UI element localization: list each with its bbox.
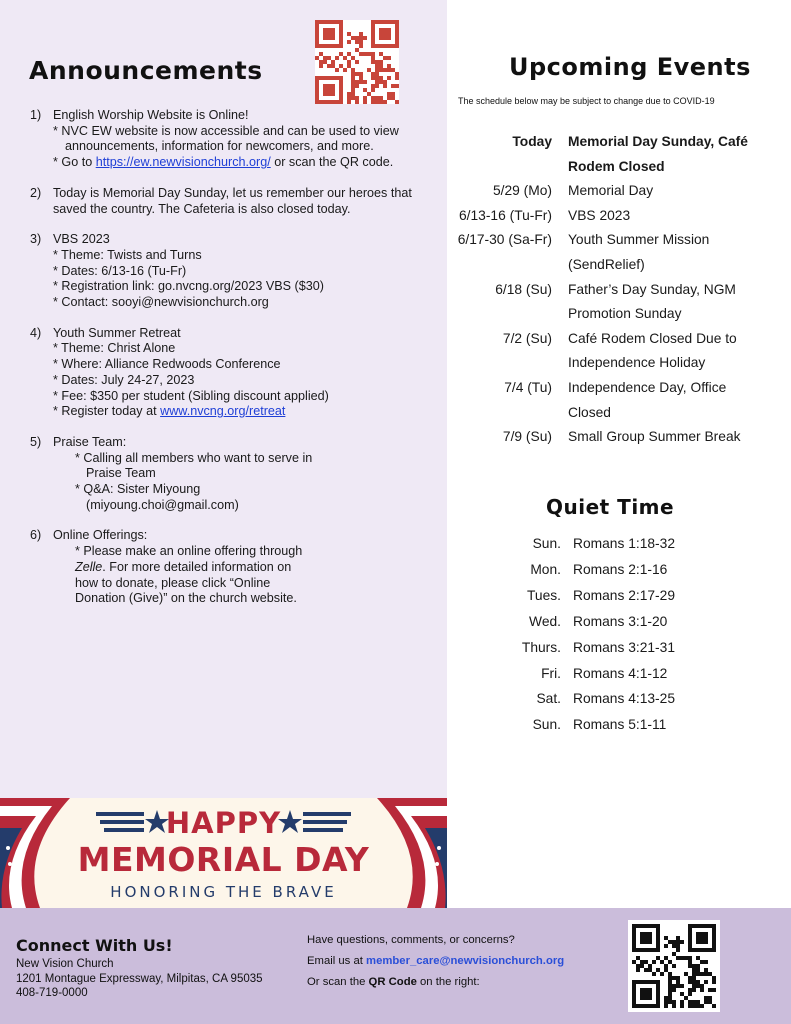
event-line: Promotion Sunday [568,306,682,322]
item-number: 6) [30,528,42,543]
quiet-time-row [460,712,780,738]
bullet-text: * Register today at [53,404,161,419]
quiet-time-reference: Romans 3:1-20 [573,613,668,629]
quiet-time-reference: Romans 2:1-16 [573,561,668,577]
quiet-time-title: Quiet Time [546,495,675,519]
event-row [457,130,787,179]
event-date: 7/2 (Su) [502,330,552,346]
banner-memorial-day-text: MEMORIAL DAY [77,840,370,879]
contact-info [307,934,564,997]
bullet-continued: Donation (Give)” on the church website. [75,591,297,606]
item-number: 2) [30,185,42,200]
quiet-time-reference: Romans 4:13-25 [573,691,676,707]
event-line: Independence Holiday [568,355,706,371]
quiet-time-reference: Romans 5:1-11 [573,717,667,733]
event-description [568,278,787,327]
announcement-item [30,326,435,420]
event-description [568,204,787,229]
event-description [568,228,787,277]
event-date: 6/18 (Su) [495,281,552,297]
announcement-item [30,108,435,171]
event-line: Rodem Closed [568,158,665,174]
bullet-continued: Praise Team [86,466,156,481]
bullet-continued [53,560,435,576]
event-line: (SendRelief) [568,256,645,272]
quiet-time-day: Sun. [532,536,561,551]
email-link[interactable]: member_care@newvisionchurch.org [366,955,565,967]
retreat-link[interactable]: www.nvcng.org/retreat [160,404,286,419]
item-title: Youth Summer Retreat [53,325,181,340]
quiet-time-day: Fri. [541,665,561,681]
bullet: * Registration link: go.nvcng.org/2023 VBS ($30) [53,279,324,294]
website-link[interactable]: https://ew.newvisionchurch.org/ [95,155,271,170]
item-number: 5) [30,434,42,449]
events-note: The schedule below may be subject to change due to COVID-19 [458,96,715,106]
event-description [568,425,787,450]
bullet-continued: announcements, information for newcomers, and more. [65,139,374,154]
banner-happy-text: HAPPY [165,806,282,840]
quiet-time-day: Tues. [527,587,561,603]
event-line: Small Group Summer Break [568,429,741,445]
bullet: * Please make an online offering through [75,544,303,559]
events-title: Upcoming Events [509,53,751,81]
quiet-time-reference: Romans 3:21-31 [573,639,676,655]
event-row [457,376,787,425]
event-row [457,179,787,204]
quiet-time-row [460,609,780,635]
contact-email-line [307,955,564,976]
memorial-day-banner [0,798,447,908]
announcement-item [30,435,435,514]
bullet-text: or scan the QR code. [270,155,394,170]
quiet-time-day: Wed. [529,613,561,629]
email-prefix: Email us at [307,955,367,967]
item-text: Today is Memorial Day Sunday, let us remember our heroes that [53,185,412,200]
announcements-title: Announcements [29,56,263,85]
item-title: VBS 2023 [53,232,110,247]
event-date: Today [512,134,552,149]
bullet [53,404,435,420]
quiet-time-row [460,686,780,712]
quiet-time-day: Sun. [532,717,561,733]
quiet-time-row [460,583,780,609]
event-line: VBS 2023 [568,207,631,223]
quiet-time-day: Sat. [536,691,561,707]
street-address: 1201 Montague Expressway, Milpitas, CA 95035 [16,972,263,985]
event-row [457,327,787,376]
event-row [457,278,787,327]
item-text: saved the country. The Cafeteria is also closed today. [53,201,351,216]
event-line: Memorial Day Sunday, Café [568,134,748,149]
announcement-item [30,186,435,217]
church-name: New Vision Church [16,958,114,970]
bullet: * Where: Alliance Redwoods Conference [53,357,281,372]
quiet-time-row [460,635,780,661]
item-title: Online Offerings: [53,528,148,543]
event-row [457,228,787,277]
announcements-list [30,108,435,622]
qr-code-icon[interactable] [628,920,720,1012]
bullet-text: * Go to [53,155,96,170]
bullet: * Dates: 6/13-16 (Tu-Fr) [53,263,187,278]
event-line: Father’s Day Sunday, NGM [568,281,736,297]
event-line: Independence Day, Office [568,379,727,395]
item-title: English Worship Website is Online! [53,108,249,122]
event-description [568,130,787,179]
event-date: 5/29 (Mo) [492,183,552,199]
announcement-item [30,528,435,607]
event-line: Café Rodem Closed Due to [568,330,737,346]
event-date: 6/17-30 (Sa-Fr) [457,232,552,248]
quiet-time-day: Mon. [530,561,561,577]
quiet-time-reference: Romans 1:18-32 [573,536,676,551]
event-description [568,179,787,204]
event-line: Memorial Day [568,183,654,199]
banner-subtitle: HONORING THE BRAVE [110,883,337,901]
bullet-continued: how to donate, please click “Online [75,575,271,590]
zelle-text: Zelle [75,559,103,574]
bullet-continued: (miyoung.choi@gmail.com) [86,497,239,512]
event-date: 6/13-16 (Tu-Fr) [458,207,552,223]
bullet: * Theme: Twists and Turns [53,247,202,262]
bullet: * Theme: Christ Alone [53,341,176,356]
item-number: 1) [30,108,42,122]
connect-title: Connect With Us! [16,936,173,955]
qr-code-icon[interactable] [315,20,399,104]
qr-bold: QR Code [368,976,417,988]
qr-prefix: Or scan the [307,976,369,988]
quiet-time-row [460,531,780,557]
bullet: * Q&A: Sister Miyoung [75,482,201,497]
item-title: Praise Team: [53,434,127,449]
bullet-text: . For more detailed information on [102,559,292,574]
contact-question: Have questions, comments, or concerns? [307,934,515,946]
announcement-item [30,232,435,311]
bullet: * Contact: sooyi@newvisionchurch.org [53,295,269,310]
quiet-time-row [460,661,780,687]
event-line: Youth Summer Mission [568,232,710,248]
bullet: * Dates: July 24-27, 2023 [53,372,195,387]
bullet [53,155,435,171]
quiet-time-reference: Romans 4:1-12 [573,665,668,681]
contact-qr-line [307,976,564,997]
events-list [457,130,787,450]
event-date: 7/9 (Su) [502,429,552,445]
event-description [568,327,787,376]
event-row [457,204,787,229]
bullet: * Fee: $350 per student (Sibling discount applied) [53,388,329,403]
phone-number: 408-719-0000 [16,987,88,999]
quiet-time-day: Thurs. [521,639,561,655]
bullet: * Calling all members who want to serve in [75,450,313,465]
event-row [457,425,787,450]
quiet-time-list [460,531,780,738]
quiet-time-reference: Romans 2:17-29 [573,587,676,603]
quiet-time-row [460,557,780,583]
event-date: 7/4 (Tu) [504,379,552,395]
item-number: 3) [30,232,42,247]
church-address [16,957,263,1001]
qr-suffix: on the right: [416,976,480,988]
event-line: Closed [568,404,611,420]
bullet: * NVC EW website is now accessible and can be used to view [53,123,399,138]
item-number: 4) [30,325,42,340]
event-description [568,376,787,425]
